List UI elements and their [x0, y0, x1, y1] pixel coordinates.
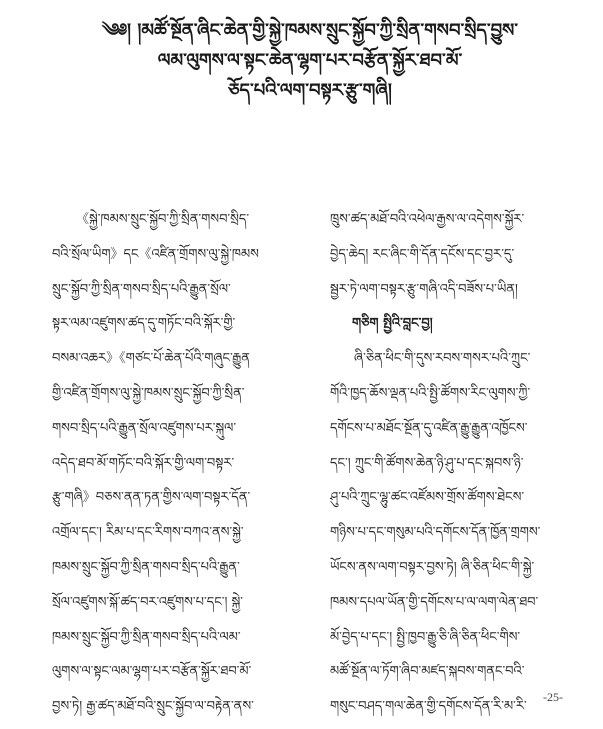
right-column — [330, 203, 575, 725]
text-line: མཚོ་སྔོན་ལ་ཏོག་ཞིབ་མཛད་སྐབས་གནང་བའི་ — [330, 664, 525, 680]
text-line: སྟར་ལམ་འཛུགས་ཚད་དུ་གཏོང་བའི་སྐོར་གྱི་ — [52, 316, 236, 332]
text-line: གཉིས་པ་དང་གསུམ་པའི་དགོངས་དོན་ཁྱོན་གྲགས་ — [330, 525, 541, 541]
title-line-3: ཅོད་པའི་ལག་བསྟར་རྩུ་གཞི། — [228, 80, 392, 101]
text-line: ཤུ་པའི་ཀྲུང་ལྷུ་ཚང་འཛོམས་གྲོས་ཚོགས་ཐེངས་ — [330, 490, 525, 506]
text-line: གསབ་སྲིད་པའི་རྒྱུན་སྲོལ་འཛུགས་པར་སྐུལ་ — [52, 420, 237, 436]
text-line: སྲུང་སྐྱོབ་ཀྱི་སྲིན་གསབ་སྲིད་པའི་རྒྱུན་སྲོལ་ — [52, 281, 231, 297]
text-line: དགོངས་པ་མཐོང་སྔོན་དུ་འཛིན་རྒྱུ་རྒྱུན་འཁྱོངས་ — [330, 420, 528, 436]
text-line: དང་། ཀྲུང་གི་ཚོགས་ཆེན་ཉི་ཤུ་པ་དང་སྐབས་ཉི་ — [330, 455, 524, 471]
text-line: ཡོངས་ནས་ལག་བསྟར་བྱས་ཏེ། ཞི་ཅིན་ཕིང་གི་སྐྱེ་ — [330, 559, 535, 575]
text-line: མོ་བྱེད་པ་དང་། སྤྱི་ཁྱབ་རྒྱུ་ཅི་ཞི་ཅིན་ཕིང་གིས་ — [330, 629, 521, 645]
text-line: སྦྱར་ཏེ་ལག་བསྟར་རྩུ་གཞི་འདི་བཟོས་པ་ཡིན། — [330, 281, 518, 297]
text-line: ལུགས་ལ་སྟང་ལམ་ལྷག་པར་བརྩོན་སྐྱོར་ཐབ་མོ་ — [52, 664, 252, 680]
text-line: བའི་སྲོལ་ཡིག》དང《འཛིན་གྲོགས་ལུ་སྐྱེ་ཁམས — [52, 246, 259, 262]
text-line: རྩུ་གཞི》བཅས་ནན་ཏན་གྱིས་ལག་བསྟར་དོན་ — [52, 490, 251, 506]
text-line: གོའི་ཁྱད་ཆོས་ལྡན་པའི་སྤྱི་ཚོགས་རིང་ལུགས་ཀྱི་ — [330, 385, 531, 401]
text-line: ཁམས་དཔལ་ཡོན་གྱི་དགོངས་པ་ལ་ལག་ལེན་ཐབ་ — [330, 594, 539, 610]
left-column — [52, 203, 297, 725]
text-line: གསུང་བཤད་གལ་ཆེན་གྱི་དགོངས་དོན་རི་མ་རི་ — [330, 699, 527, 715]
title-line-2: ལམ་ལུགས་ལ་སྟང་ཆེན་ལྷག་པར་བརྩོན་སྐྱོར་ཐབ་མོ་ — [157, 50, 463, 71]
section-heading: གཅིག སྤྱིའི་བླང་བྱ། — [352, 316, 433, 332]
text-line: ཁྲུས་ཚད་མཐོ་བའི་འཕེལ་རྒྱས་ལ་འདེགས་སྐྱོར་ — [330, 212, 525, 227]
text-line: བསམ་འཆར》《གཙང་པོ་ཆེན་པོའི་གཞུང་རྒྱུན — [52, 351, 250, 367]
page-number: -25- — [543, 690, 563, 704]
text-line: ཁམས་སྲུང་སྐྱོབ་ཀྱི་སྲིན་གསབ་སྲིད་པའི་རྒྱུན་ — [52, 559, 240, 575]
page-title — [60, 16, 560, 106]
text-line: འདེད་ཐབ་མོ་གཏོང་བའི་སྐོར་གྱི་ལག་བསྟར་ — [52, 455, 235, 471]
text-line: སྲོལ་འཛུགས་སྐོ་ཚད་བར་འཛུགས་པ་དང་། སྐྱེ་ — [52, 594, 243, 610]
text-line: འགྲོལ་དང་། རིམ་པ་དང་རིགས་བཀའ་ནས་སྐྱེ་ — [52, 525, 244, 541]
text-line: བྱས་ཏེ། རྒྱ་ཚད་མཐོ་བའི་སྲུང་སྐྱོབ་ལ་བརྟེན་ནས་ — [52, 699, 254, 715]
text-line: ཞི་ཅིན་ཕིང་གི་དུས་རབས་གསར་པའི་ཀྲུང་ — [354, 351, 531, 367]
text-line: 《སྐྱེ་ཁམས་སྲུང་སྐྱོབ་ཀྱི་སྲིན་གསབ་སྲིད་ — [76, 212, 250, 227]
text-line: གྱི་འཛིན་གྲོགས་ལུ་སྐྱེ་ཁམས་སྲུང་སྐྱོབ་ཀྱི་སྲིན་ — [52, 385, 245, 401]
title-line-1: ༄༅། །མཚོ་སྔོན་ཞིང་ཆེན་གྱི་སྐྱེ་ཁམས་སྲུང་སྐྱོབ་ཀྱི་སྲིན་གསབ་སྲིད་བྱུས་ — [101, 20, 519, 41]
text-line: ཁམས་སྲུང་སྐྱོབ་ཀྱི་སྲིན་གསབ་སྲིད་པའི་ལམ་ — [52, 629, 241, 645]
text-line: བྱེད་ཆེད། རང་ཞིང་གི་དོན་དངོས་དང་བྱར་དུ་ — [330, 246, 515, 262]
